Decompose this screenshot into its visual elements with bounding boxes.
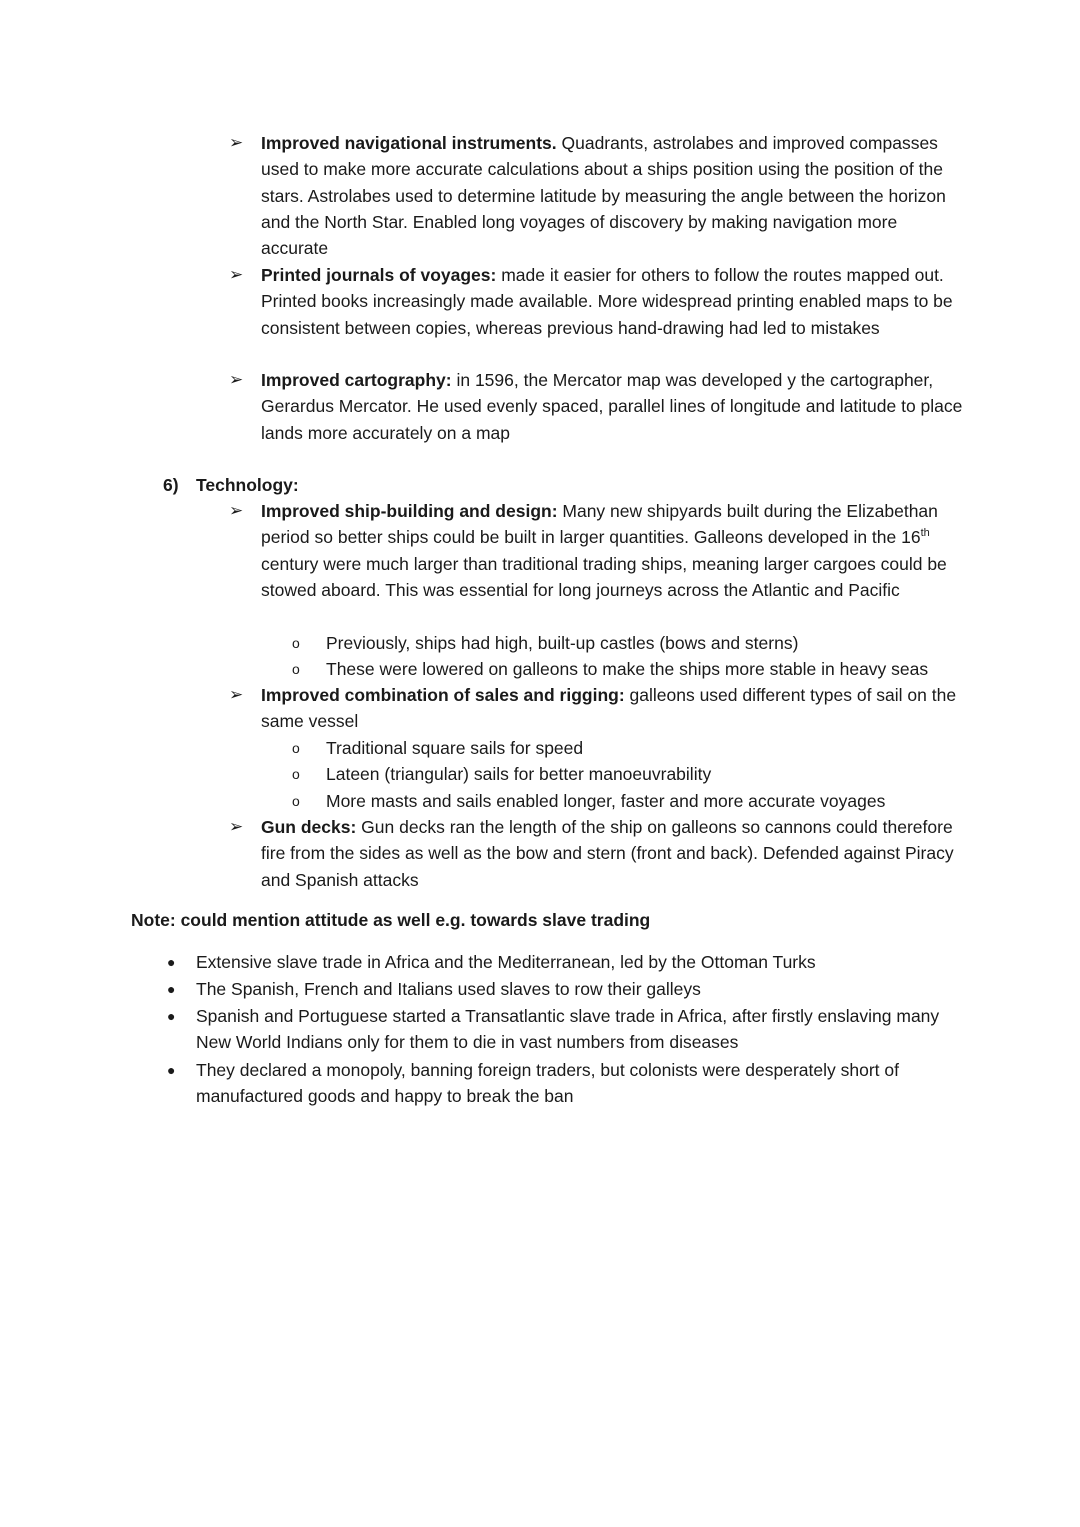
item-heading: Improved navigational instruments.	[261, 133, 557, 153]
bullet-text: Spanish and Portuguese started a Transatlantic slave trade in Africa, after firstly enslaving many New World Indians only for them to die in vast numbers from diseases	[196, 1006, 940, 1053]
dot-bullet-icon: ●	[167, 1062, 176, 1078]
sub-item-more-masts	[292, 788, 972, 814]
dot-bullet-icon: ●	[167, 954, 176, 970]
bullet-text: They declared a monopoly, banning foreign traders, but colonists were desperately short of manufactured goods and happy to break the ban	[196, 1060, 899, 1107]
item-heading: Improved combination of sales and rigging:	[261, 685, 625, 705]
dot-bullet-icon: ●	[167, 1008, 176, 1024]
item-text: Quadrants, astrolabes and improved compasses used to make more accurate calculations about a ships position using the position of the stars. Astrolabes used to determine latitude by measuring the angle between the horizon and the North Star. Enabled long voyages of discovery by making navigation more accurate	[261, 133, 946, 259]
item-text: galleons used different types of sail on the same vessel	[261, 685, 957, 732]
section-heading-technology	[163, 472, 299, 498]
note-heading: Note: could mention attitude as well e.g. towards slave trading	[131, 910, 651, 930]
bullet-text: Extensive slave trade in Africa and the Mediterranean, led by the Ottoman Turks	[196, 952, 816, 972]
item-text: Gun decks ran the length of the ship on galleons so cannons could therefore fire from the sides as well as the bow and stern (front and back). Defended against Piracy and Spanish attacks	[261, 817, 954, 890]
section-number: 6)	[163, 475, 179, 495]
dot-bullet-icon: ●	[167, 981, 176, 997]
arrow-bullet-icon: ➢	[229, 133, 244, 152]
sub-item-high-castles	[292, 630, 972, 656]
sub-item-text: These were lowered on galleons to make the ships more stable in heavy seas	[326, 659, 929, 679]
item-heading: Printed journals of voyages:	[261, 265, 497, 285]
circle-bullet-icon: o	[292, 661, 300, 677]
item-text: in 1596, the Mercator map was developed y the cartographer, Gerardus Mercator. He used evenly spaced, parallel lines of longitude and latitude to place lands more accurately on a map	[261, 370, 963, 443]
sub-item-lowered-castles	[292, 656, 972, 682]
circle-bullet-icon: o	[292, 766, 300, 782]
arrow-item-cartography	[229, 367, 964, 446]
sub-item-lateen-sails	[292, 761, 972, 787]
sub-item-text: More masts and sails enabled longer, faster and more accurate voyages	[326, 791, 886, 811]
circle-bullet-icon: o	[292, 740, 300, 756]
arrow-bullet-icon: ➢	[229, 370, 244, 389]
item-text: Many new shipyards built during the Elizabethan period so better ships could be built in larger quantities. Galleons developed in the 16	[261, 501, 938, 548]
arrow-item-sails-rigging	[229, 682, 964, 735]
bullet-item-transatlantic-trade	[163, 1003, 953, 1056]
arrow-item-navigational-instruments	[229, 130, 964, 261]
bullet-item-galley-slaves	[163, 976, 953, 1002]
bullet-item-ottoman-slave-trade	[163, 949, 953, 975]
sub-item-text: Previously, ships had high, built-up castles (bows and sterns)	[326, 633, 799, 653]
arrow-bullet-icon: ➢	[229, 265, 244, 284]
item-text-continued: century were much larger than traditional trading ships, meaning larger cargoes could be stowed aboard. This was essential for long journeys across the Atlantic and Pacific	[261, 553, 947, 600]
circle-bullet-icon: o	[292, 635, 300, 651]
item-heading: Gun decks:	[261, 817, 357, 837]
arrow-bullet-icon: ➢	[229, 501, 244, 520]
arrow-bullet-icon: ➢	[229, 685, 244, 704]
section-title: Technology:	[196, 475, 299, 495]
arrow-item-printed-journals	[229, 262, 964, 341]
sub-item-square-sails	[292, 735, 972, 761]
circle-bullet-icon: o	[292, 793, 300, 809]
sub-item-text: Traditional square sails for speed	[326, 738, 584, 758]
sub-item-text: Lateen (triangular) sails for better manoeuvrability	[326, 764, 712, 784]
item-heading: Improved ship-building and design:	[261, 501, 558, 521]
arrow-item-gun-decks	[229, 814, 964, 893]
bullet-text: The Spanish, French and Italians used slaves to row their galleys	[196, 979, 701, 999]
arrow-bullet-icon: ➢	[229, 817, 244, 836]
arrow-item-ship-building	[229, 498, 964, 603]
superscript-ordinal: th	[920, 527, 930, 540]
item-text: made it easier for others to follow the routes mapped out. Printed books increasingly made available. More widespread printing enabled maps to be consistent between copies, whereas previous hand-drawing had led to mistakes	[261, 265, 953, 338]
bullet-item-monopoly	[163, 1057, 953, 1110]
item-heading: Improved cartography:	[261, 370, 452, 390]
